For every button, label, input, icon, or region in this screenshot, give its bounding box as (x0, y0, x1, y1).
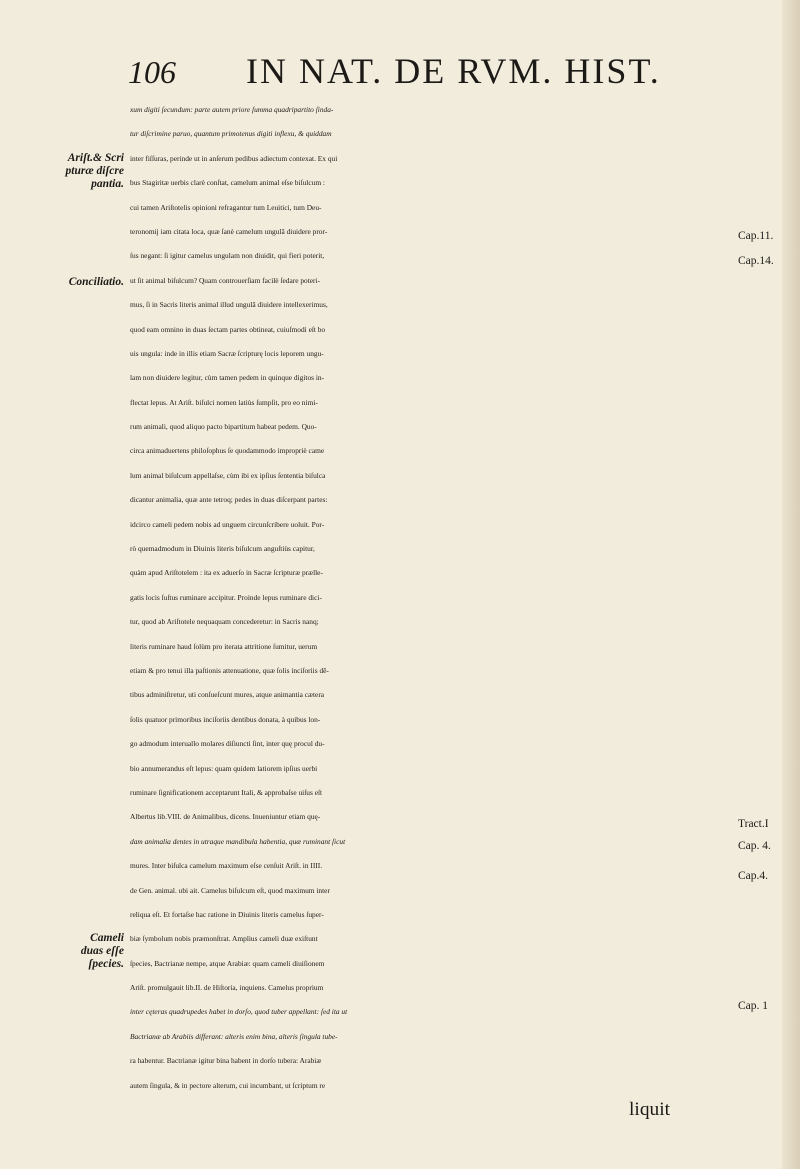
main-text (130, 98, 730, 1122)
text-line: tur, quod ab Ariſtotele nequaquam concederetur: in Sacris nanq; (130, 617, 319, 627)
text-line: tur diſcrimine paruo, quantum primotenus digiti inflexu, & quiddam (130, 129, 332, 139)
text-line: rum animali, quod aliquo pacto bipartitum habeat pedem. Quo- (130, 422, 317, 432)
text-line: ſolis quatuor primoribus inciſoriis dentibus donata, à quibus lon- (130, 714, 321, 724)
text-line: bus Stagiritæ uerbis clarè conſtat, camelum animal eſse biſulcum : (130, 178, 325, 188)
text-line: autem ſingula, & in pectore alterum, cui incumbant, ut ſcriptum re (130, 1080, 326, 1090)
text-line: go admodum interuallo molares diſiuncti ſint, inter quę procul du- (130, 739, 325, 749)
running-title: IN NAT. DE RVM. HIST. (246, 51, 661, 91)
text-line: literis ruminare haud ſolùm pro iterata attritione ſumitur, uerum (130, 641, 318, 651)
text-line: Albertus lib.VIII. de Animalibus, dicens. Inueniuntur etiam quę- (130, 812, 321, 822)
text-line: dam animalia dentes in utraque mandibula habentia, quæ ruminant ſicut (130, 836, 346, 846)
margin-note-line: Cap. 1 (738, 1000, 769, 1012)
text-line: xum digiti ſecundum: parte autem priore ſumma quadripartito ſinda- (130, 105, 334, 114)
margin-note-line: Tract.I (738, 818, 769, 830)
margin-note-line: Cap. 4. (738, 840, 771, 852)
margin-note-line: Ariſt.& Scri (67, 152, 124, 164)
text-line: quod eam omnino in duas ſectam partes obtineat, cuiuſmodi eſt bo (130, 324, 326, 334)
text-line: ſpecies, Bactrianæ nempe, atque Arabiæ: quam cameli diuiſionem (130, 958, 325, 968)
margin-note-line: Cameli (90, 932, 124, 944)
text-line: ſus negant: ſi igitur camelus ungulam non diuidit, qui fieri poterit, (130, 251, 325, 261)
margin-note-left (40, 276, 124, 289)
margin-note-line: Cap.11. (738, 230, 774, 242)
text-line: rò quemadmodum in Diuinis literis biſulcum anguſtiùs capitur, (130, 544, 315, 554)
text-line: Bactrianæ ab Arabiis differant: alteris enim bina, alteris ſingula tube- (130, 1031, 338, 1041)
text-line: lam non diuidere legitur, cùm tamen pedem in quinque digitos in- (130, 373, 325, 383)
text-line: mures. Inter biſulca camelum maximum eſse cenſuit Ariſt. in IIII. (130, 861, 323, 871)
margin-note-right (738, 840, 794, 853)
text-line: circa animaduertens philoſophus ſe quodammodo impropriè came (130, 446, 325, 456)
margin-note-line: ſpecies. (88, 958, 124, 970)
text-line: mus, ſi in Sacris literis animal illud ungulā diuidere intellexerimus, (130, 300, 328, 310)
margin-note-line: pturæ diſcre (65, 165, 124, 177)
margin-note-line: Cap.14. (738, 255, 774, 267)
text-line: teronomij iam citata loca, quæ ſanè camelum ungulā diuidere pror- (130, 226, 328, 236)
margin-note-right (738, 870, 794, 883)
margin-note-right (738, 818, 794, 831)
text-line: dicantur animalia, quæ ante tetroq; pedes in duas diſcerpant partes: (130, 495, 328, 505)
margin-note-right (738, 230, 794, 243)
text-line: ra habentur. Bactrianæ igitur bina habent in dorſo tubera: Arabiæ (130, 1056, 322, 1066)
text-line: inter fiſſuras, perinde ut in anſerum pedibus adiectum contexat. Ex qui (130, 153, 338, 163)
margin-note-line: pantia. (91, 178, 124, 190)
text-line: ut ſit animal biſulcum? Quam controuerſiam facilè ſedare poteri- (130, 275, 321, 285)
margin-note-line: Cap.4. (738, 870, 769, 882)
text-line: etiam & pro tenui illa paſtionis attenuatione, quæ ſolis inciſoriis dē- (130, 665, 329, 675)
text-line: tibus adminiſtretur, uti conſueſcunt mures, atque animantia cætera (130, 690, 325, 700)
text-line: inter cęteras quadrupedes habet in dorſo, quod tuber appellant: ſed ita ut (130, 1007, 348, 1017)
text-line: uis ungula: inde in illis etiam Sacræ ſcripturę locis leporem ungu- (130, 348, 324, 358)
margin-note-right (738, 255, 794, 268)
text-line: biæ ſymbolum nobis præmonſtrat. Amplius cameli duæ exiſtunt (130, 934, 318, 944)
margin-note-right (738, 1000, 794, 1013)
text-line: gatis locis ſuſtus ruminare accipitur. Proinde lepus ruminare dici- (130, 592, 322, 602)
margin-note-left (40, 152, 124, 191)
margin-note-left (40, 932, 124, 971)
page-edge (782, 0, 800, 1169)
text-line: Ariſt. promulgauit lib.II. de Hiſtoria, inquiens. Camelus proprium (130, 983, 324, 993)
catchword: liquit (629, 1099, 670, 1121)
margin-note-line: duas eſſe (80, 945, 124, 957)
text-line: ruminare ſignificationem acceptarunt Itali, & approbaſse uiſus eſt (130, 787, 323, 797)
text-line: bio annumerandus eſt lepus: quam quidem latiorem ipſius uerbi (130, 763, 318, 773)
text-line: quàm apud Ariſtotelem : ita ex aduerſo in Sacræ ſcripturæ prælle- (130, 568, 323, 578)
text-line: de Gen. animal. ubi ait. Camelus biſulcum eſt, quod maximum inter (130, 885, 330, 895)
text-line: idcirco cameli pedem nobis ad unguem circunſcribere uoluit. Por- (130, 519, 325, 529)
text-line: lum animal biſulcum appellaſse, cùm ibi ex ipſius ſententia biſulca (130, 470, 326, 480)
margin-note-line: Conciliatio. (68, 276, 124, 288)
page-number: 106 (128, 54, 176, 90)
text-line: reliqua eſt. Et fortaſse hac ratione in Diuinis literis camelus ſuper- (130, 909, 324, 919)
page-header (128, 50, 661, 96)
text-line: flectat lepus. At Ariſt. biſulci nomen latiùs ſumpſit, pro eo nimi- (130, 397, 318, 407)
text-line: cui tamen Ariſtotelis opinioni refragantur tum Leuitici, tum Deu- (130, 202, 322, 212)
